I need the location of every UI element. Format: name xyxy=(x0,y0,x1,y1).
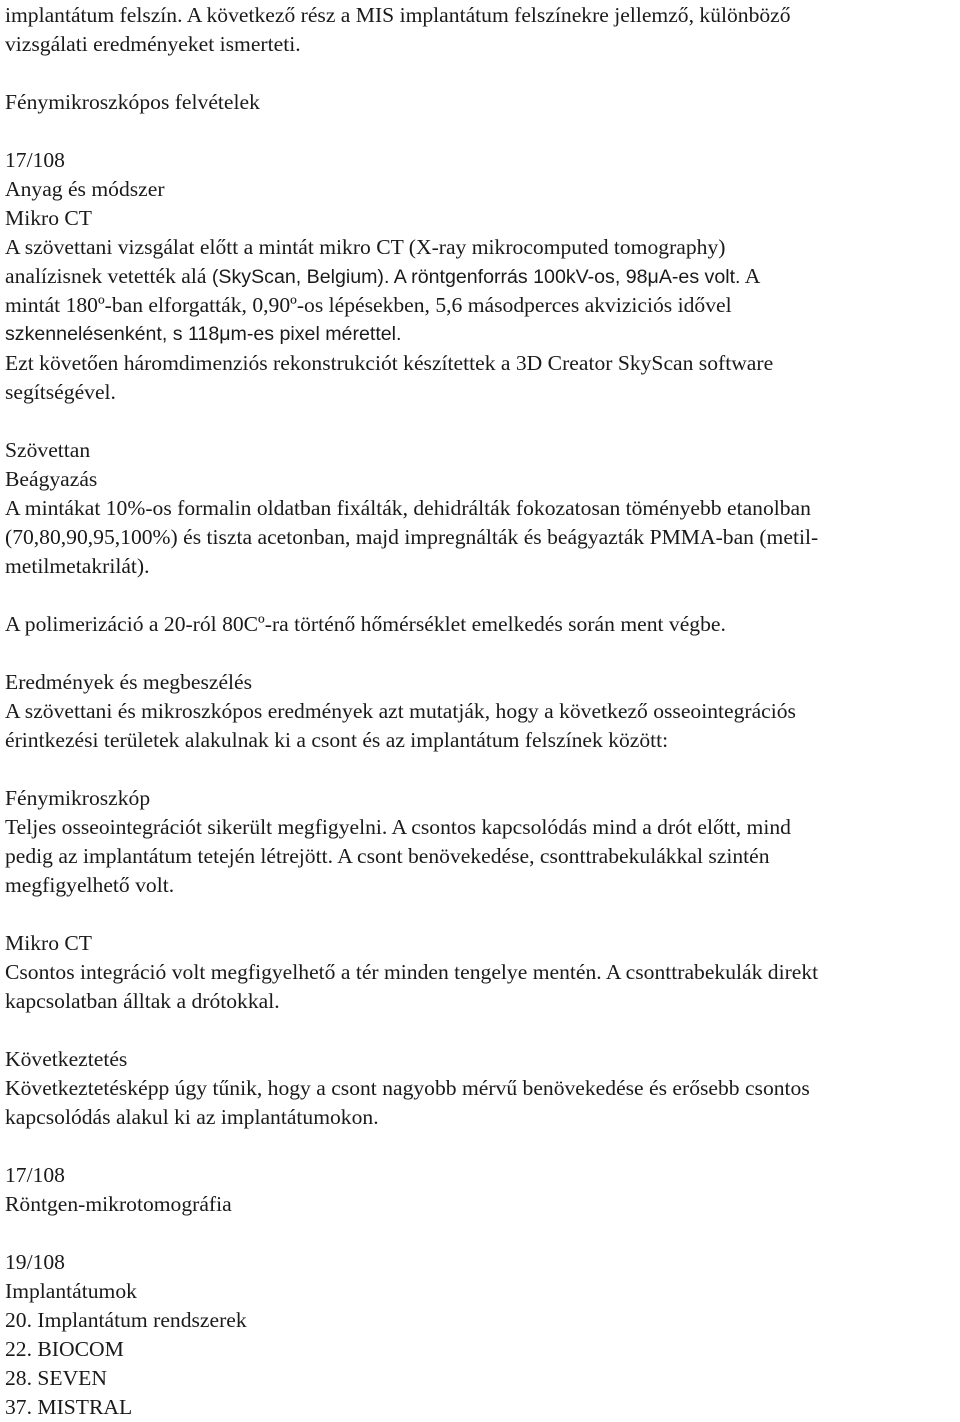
paragraph-line: megfigyelhető volt. xyxy=(5,873,175,897)
section-heading: Implantátumok xyxy=(5,1279,137,1303)
paragraph-line: (70,80,90,95,100%) és tiszta acetonban, majd impregnálták és beágyazták PMMA-ban (metil- xyxy=(5,525,819,549)
paragraph-line: A polimerizáció a 20-ról 80Cº-ra történő hőmérséklet emelkedés során ment végbe. xyxy=(5,612,726,636)
paragraph-line xyxy=(5,262,760,292)
section-subheading: Fénymikroszkóp xyxy=(5,786,151,810)
toc-item: 37. MISTRAL xyxy=(5,1395,133,1419)
section-subheading: Mikro CT xyxy=(5,931,92,955)
intro-line: vizsgálati eredményeket ismerteti. xyxy=(5,32,301,56)
section-subheading: Mikro CT xyxy=(5,206,92,230)
section-heading: Röntgen-mikrotomográfia xyxy=(5,1192,232,1216)
section-heading: Szövettan xyxy=(5,438,91,462)
slide-number: 17/108 xyxy=(5,148,65,172)
toc-item: 22. BIOCOM xyxy=(5,1337,124,1361)
paragraph-line: Következtetésképp úgy tűnik, hogy a csont nagyobb mérvű benövekedése és erősebb csontos xyxy=(5,1076,810,1100)
toc-item: 28. SEVEN xyxy=(5,1366,107,1390)
slide-number: 17/108 xyxy=(5,1163,65,1187)
paragraph-line: A szövettani vizsgálat előtt a mintát mikro CT (X-ray mikrocomputed tomography) xyxy=(5,235,726,259)
section-heading: Eredmények és megbeszélés xyxy=(5,670,253,694)
paragraph-line: kapcsolatban álltak a drótokkal. xyxy=(5,989,280,1013)
toc-item: 20. Implantátum rendszerek xyxy=(5,1308,247,1332)
paragraph-line: kapcsolódás alakul ki az implantátumokon. xyxy=(5,1105,379,1129)
paragraph-line: mintát 180º-ban elforgatták, 0,90º-os lépésekben, 5,6 másodperces akviziciós idővel xyxy=(5,293,732,317)
text-span: analízisnek vetették alá xyxy=(5,264,207,288)
paragraph-line: Csontos integráció volt megfigyelhető a tér minden tengelye mentén. A csonttrabekulák direkt xyxy=(5,960,819,984)
section-heading: Anyag és módszer xyxy=(5,177,165,201)
paragraph-line: Ezt követően háromdimenziós rekonstrukciót készítettek a 3D Creator SkyScan software xyxy=(5,351,774,375)
paragraph-line: pedig az implantátum tetején létrejött. A csont benövekedése, csonttrabekulákkal szintén xyxy=(5,844,770,868)
paragraph-line: szkennelésenként, s 118μm-es pixel mérettel. xyxy=(5,323,402,345)
photo-heading: Fénymikroszkópos felvételek xyxy=(5,90,260,114)
paragraph-line: érintkezési területek alakulnak ki a csont és az implantátum felszínek között: xyxy=(5,728,669,752)
intro-line: implantátum felszín. A következő rész a MIS implantátum felszínekre jellemző, különböző xyxy=(5,3,791,27)
text-span-sans: (SkyScan, Belgium). A röntgenforrás 100kV-os, 98μA-es volt. xyxy=(206,266,741,288)
paragraph-line: A szövettani és mikroszkópos eredmények azt mutatják, hogy a következő osseointegrációs xyxy=(5,699,796,723)
paragraph-line: Teljes osseointegrációt sikerült megfigyelni. A csontos kapcsolódás mind a drót előtt, mind xyxy=(5,815,791,839)
section-heading: Következtetés xyxy=(5,1047,128,1071)
paragraph-line: segítségével. xyxy=(5,380,116,404)
paragraph-line: metilmetakrilát). xyxy=(5,554,150,578)
section-subheading: Beágyazás xyxy=(5,467,98,491)
slide-number: 19/108 xyxy=(5,1250,65,1274)
text-span: A xyxy=(740,264,761,288)
paragraph-line: A mintákat 10%-os formalin oldatban fixálták, dehidrálták fokozatosan töményebb etanolban xyxy=(5,496,811,520)
